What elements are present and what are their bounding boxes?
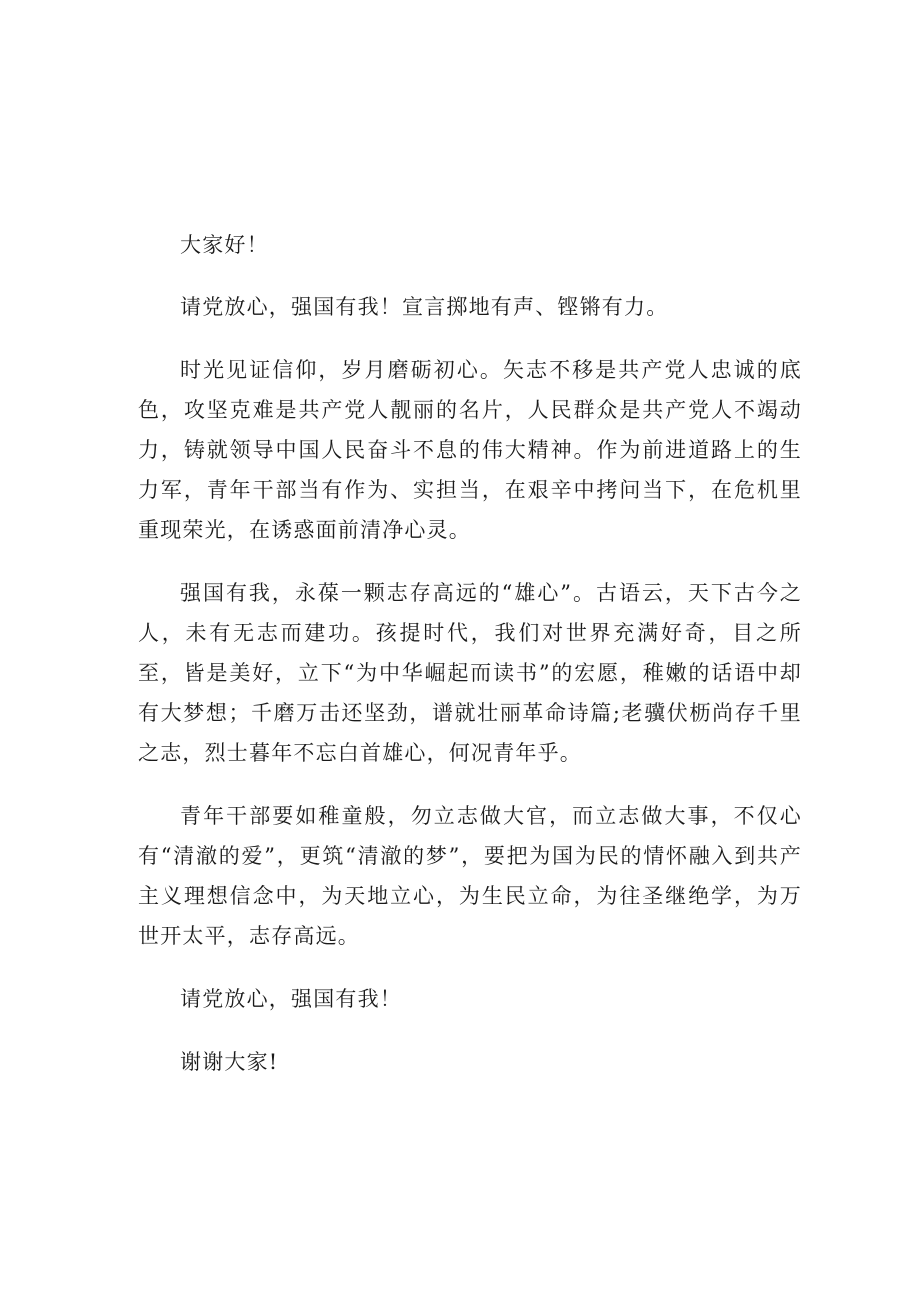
pledge-paragraph: 请党放心，强国有我！ [180,987,402,1011]
speech-body [138,225,802,1082]
youth-cadre-paragraph: 青年干部要如稚童般，勿立志做大官，而立志做大事，不仅心有“清澈的爱”，更筑“清澈的梦”，要把为国为民的情怀融入到共产主义理想信念中，为天地立心，为生民立命，为往圣继绝学，为万世开太平，志存高远。 [138,804,802,948]
faith-paragraph: 时光见证信仰，岁月磨砺初心。矢志不移是共产党人忠诚的底色，攻坚克难是共产党人靓丽的名片，人民群众是共产党人不竭动力，铸就领导中国人民奋斗不息的伟大精神。作为前进道路上的生力军，青年干部当有作为、实担当，在艰辛中拷问当下，在危机里重现荣光，在诱惑面前清净心灵。 [138,358,802,542]
ambition-paragraph: 强国有我，永葆一颗志存高远的“雄心”。古语云，天下古今之人，未有无志而建功。孩提时代，我们对世界充满好奇，目之所至，皆是美好，立下“为中华崛起而读书”的宏愿，稚嫩的话语中却有大梦想；千磨万击还坚劲，谱就壮丽革命诗篇;老骥伏枥尚存千里之志，烈士暮年不忘白首雄心，何况青年乎。 [138,581,802,765]
greeting-paragraph: 大家好！ [180,233,269,257]
opening-paragraph: 请党放心，强国有我！宣言掷地有声、铿锵有力。 [180,295,669,319]
closing-paragraph: 谢谢大家! [180,1050,279,1074]
